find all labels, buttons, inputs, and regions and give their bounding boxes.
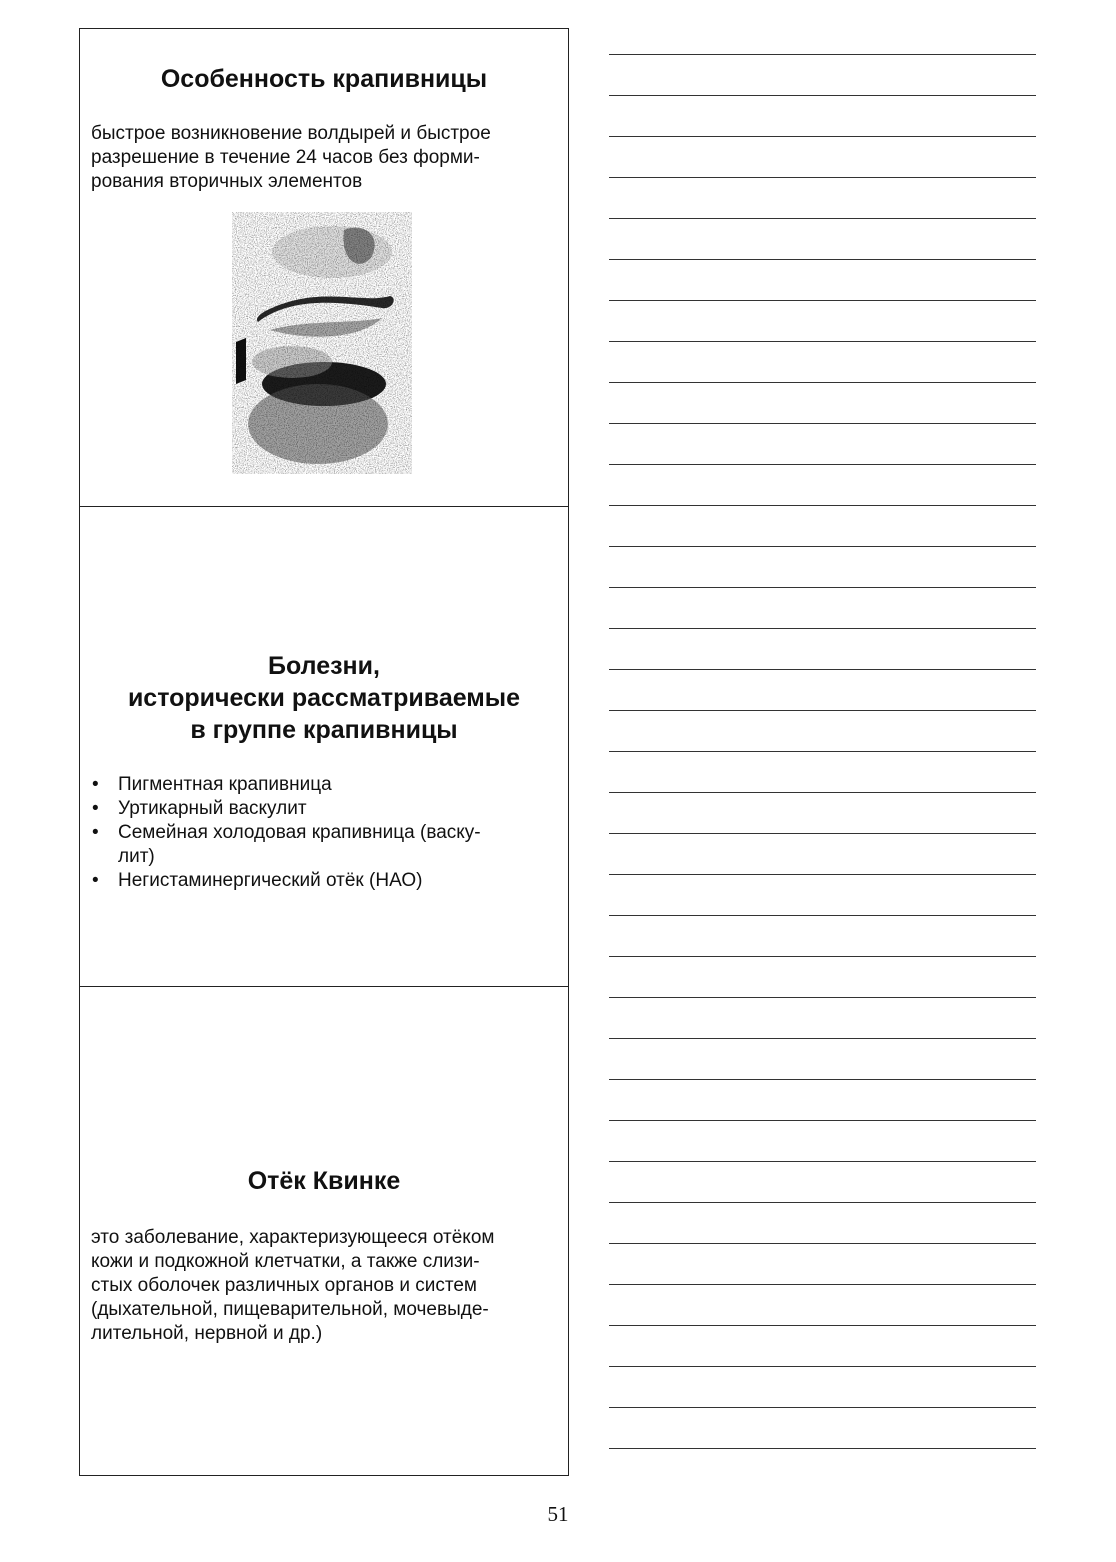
note-line xyxy=(609,1120,1036,1121)
list-item: • Негистаминергический отёк (НАО) xyxy=(90,869,556,893)
slide-column xyxy=(79,28,569,1476)
note-line xyxy=(609,1243,1036,1244)
note-line xyxy=(609,1038,1036,1039)
lip-swelling-photo xyxy=(232,212,412,474)
note-line xyxy=(609,587,1036,588)
slide-historical-diseases xyxy=(80,507,568,987)
note-line xyxy=(609,956,1036,957)
note-line xyxy=(609,1079,1036,1080)
note-line xyxy=(609,669,1036,670)
note-line xyxy=(609,792,1036,793)
list-item: • Пигментная крапивница xyxy=(90,773,556,797)
note-line xyxy=(609,1325,1036,1326)
slide-text: это заболевание, характеризующееся отёком кожи и подкожной клетчатки, а также слизи- стых оболочек различных органов и систем (дыхательной, пищеварительной, мочевыде- лительной, нервной и др.) xyxy=(91,1227,495,1344)
note-line xyxy=(609,1161,1036,1162)
note-line xyxy=(609,751,1036,752)
slide-title: Особенность крапивницы xyxy=(160,65,488,93)
note-line xyxy=(609,382,1036,383)
note-line xyxy=(609,710,1036,711)
note-line xyxy=(609,546,1036,547)
note-line xyxy=(609,997,1036,998)
note-line xyxy=(609,218,1036,219)
note-line xyxy=(609,177,1036,178)
note-line xyxy=(609,874,1036,875)
note-line xyxy=(609,1407,1036,1408)
note-line xyxy=(609,136,1036,137)
slide-title: Болезни, исторически рассматриваемые в группе крапивницы xyxy=(127,652,521,744)
note-line xyxy=(609,341,1036,342)
disease-list xyxy=(90,773,556,893)
slide-urticaria-feature xyxy=(80,29,568,507)
list-item: • Семейная холодовая крапивница (васку- лит) xyxy=(90,821,556,869)
note-line xyxy=(609,505,1036,506)
note-line xyxy=(609,423,1036,424)
note-line xyxy=(609,1448,1036,1449)
note-line xyxy=(609,300,1036,301)
page-number: 51 xyxy=(547,1502,569,1526)
list-item: • Уртикарный васкулит xyxy=(90,797,556,821)
slide-quincke-edema xyxy=(80,987,568,1475)
slide-text: быстрое возникновение волдырей и быстрое разрешение в течение 24 часов без форми- рования вторичных элементов xyxy=(91,123,491,192)
note-line xyxy=(609,833,1036,834)
note-line xyxy=(609,1366,1036,1367)
note-line xyxy=(609,1202,1036,1203)
note-line xyxy=(609,464,1036,465)
note-line xyxy=(609,628,1036,629)
slide-title: Отёк Квинке xyxy=(247,1167,401,1195)
note-line xyxy=(609,54,1036,55)
note-line xyxy=(609,915,1036,916)
note-line xyxy=(609,1284,1036,1285)
note-line xyxy=(609,95,1036,96)
note-line xyxy=(609,259,1036,260)
